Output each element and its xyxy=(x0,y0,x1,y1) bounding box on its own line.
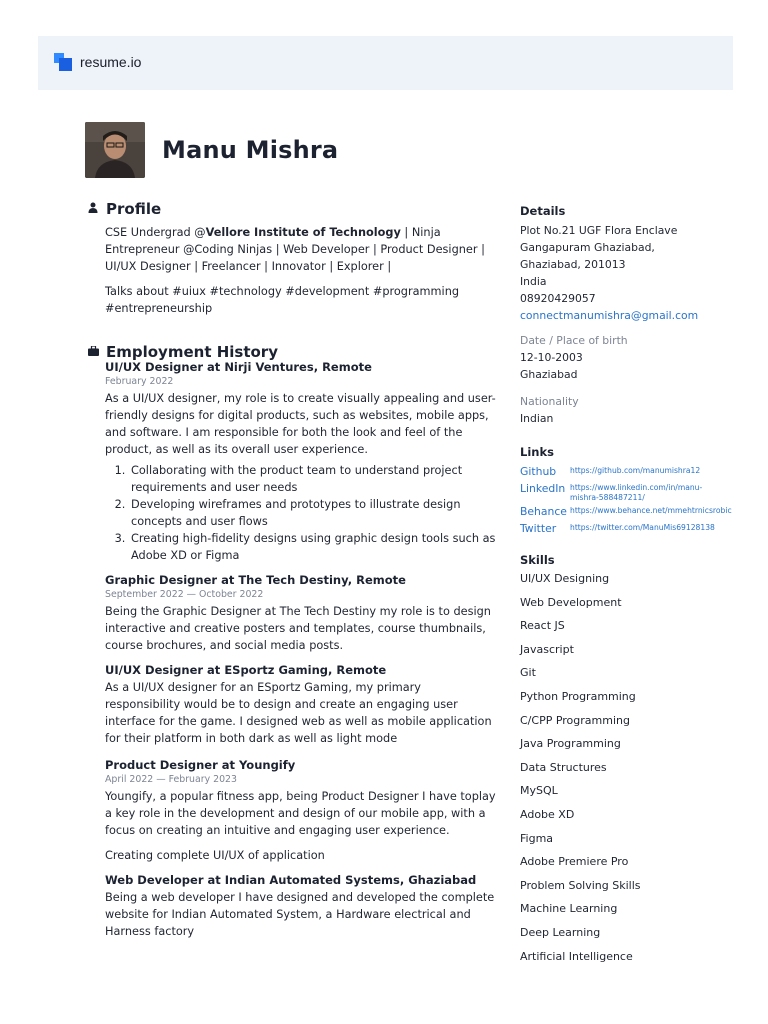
skill-item: Problem Solving Skills xyxy=(520,878,641,892)
skill-item: Data Structures xyxy=(520,760,607,774)
links-title: Links xyxy=(520,445,554,459)
skill-item: MySQL xyxy=(520,784,558,798)
profile-section-header xyxy=(86,200,496,218)
link-twitter[interactable] xyxy=(520,520,755,537)
email-link[interactable]: connectmanumishra@gmail.com xyxy=(520,309,699,322)
link-label[interactable]: Twitter xyxy=(520,522,557,535)
address-line: Gangapuram Ghaziabad, xyxy=(520,241,655,254)
job-description: As a UI/UX designer, my role is to create visually appealing and user-friendly designs for digital products, such as websites, mobile apps, and software. I am responsible for both the look and feel of the product, as well as its overall user experience. xyxy=(105,392,496,456)
skill-item: Java Programming xyxy=(520,737,621,751)
skill-item: Git xyxy=(520,666,536,680)
main-column xyxy=(86,200,496,948)
skill-item: Adobe Premiere Pro xyxy=(520,855,629,869)
address-line: Ghaziabad, 201013 xyxy=(520,258,626,271)
link-github[interactable] xyxy=(520,463,755,480)
skill-item: Artificial Intelligence xyxy=(520,949,633,963)
details-title: Details xyxy=(520,204,566,218)
links-list xyxy=(520,463,755,537)
link-url[interactable]: https://www.linkedin.com/in/manu-mishra-588487211/ xyxy=(570,483,703,502)
briefcase-icon xyxy=(86,346,100,359)
top-bar xyxy=(38,36,733,90)
link-behance[interactable] xyxy=(520,503,755,520)
profile-title: Profile xyxy=(106,200,162,218)
job-title: Product Designer at Youngify xyxy=(105,758,296,772)
skill-item: UI/UX Designing xyxy=(520,572,610,585)
skill-item: Javascript xyxy=(520,642,574,656)
link-url[interactable]: https://github.com/manumishra12 xyxy=(570,466,701,475)
profile-summary: CSE Undergrad @Vellore Institute of Technology | Ninja Entrepreneur @Coding Ninjas | Web Developer | Product Designer | UI/UX Designer | Freelancer | Innovator | Explorer | xyxy=(105,226,485,273)
phone-number: 08920429057 xyxy=(520,292,596,305)
job-description: Being the Graphic Designer at The Tech Destiny my role is to design interactive and creative posters and templates, course thumbnails, course brochures, and social media posts. xyxy=(105,605,491,652)
link-url[interactable]: https://www.behance.net/mmehtrnicsrobic xyxy=(570,506,732,515)
link-label[interactable]: Behance xyxy=(520,505,567,518)
skill-item: Figma xyxy=(520,831,554,845)
address-line: India xyxy=(520,275,547,288)
job-title: UI/UX Designer at Nirji Ventures, Remote xyxy=(105,360,372,374)
job-description: Youngify, a popular fitness app, being Product Designer I have toplay a key role in the development and design of our mobile app, with a focus on creating an intuitive and engaging user experience. xyxy=(105,790,496,837)
skill-item: C/CPP Programming xyxy=(520,713,630,727)
avatar xyxy=(85,122,145,178)
list-item: 1. Collaborating with the product team to understand project requirements and user needs xyxy=(129,462,496,496)
nationality-value: Indian xyxy=(520,412,554,425)
job-title: Graphic Designer at The Tech Destiny, Remote xyxy=(105,573,406,587)
skill-item: Deep Learning xyxy=(520,925,601,939)
resumeio-logo-icon xyxy=(54,53,72,71)
brand-name: resume.io xyxy=(80,54,142,70)
skill-item: Python Programming xyxy=(520,689,636,703)
skill-item: React JS xyxy=(520,619,565,633)
job-description: As a UI/UX designer for an ESportz Gaming, my primary responsibility would be to design and create an engaging user interface for the game. I designed web as well as mobile application for their platform in both dark as well as light mode xyxy=(105,681,492,745)
birthplace-value: Ghaziabad xyxy=(520,368,578,381)
skill-item: Web Development xyxy=(520,595,622,609)
nationality-label: Nationality xyxy=(520,395,579,408)
list-item: 3. Creating high-fidelity designs using graphic design tools such as Adobe XD or Figma xyxy=(129,530,496,564)
link-url[interactable]: https://twitter.com/ManuMis69128138 xyxy=(570,523,715,532)
sidebar-column xyxy=(520,204,755,968)
link-label[interactable]: LinkedIn xyxy=(520,482,566,495)
address-line: Plot No.21 UGF Flora Enclave xyxy=(520,224,678,237)
job-title: Web Developer at Indian Automated Systems, Ghaziabad xyxy=(105,873,477,887)
link-label[interactable]: Github xyxy=(520,465,557,478)
brand-logo[interactable] xyxy=(54,53,141,71)
job-date: April 2022 — February 2023 xyxy=(105,774,237,785)
person-icon xyxy=(86,202,100,216)
skills-title: Skills xyxy=(520,553,555,567)
job-title: UI/UX Designer at ESportz Gaming, Remote xyxy=(105,663,387,677)
employment-title: Employment History xyxy=(106,343,278,361)
person-name: Manu Mishra xyxy=(162,136,339,164)
skills-list xyxy=(520,567,755,968)
job-bullets xyxy=(129,462,496,564)
list-item: 2. Developing wireframes and prototypes to illustrate design concepts and user flows xyxy=(129,496,496,530)
skill-item: Machine Learning xyxy=(520,902,618,916)
dob-label: Date / Place of birth xyxy=(520,334,628,347)
skill-item: Adobe XD xyxy=(520,807,575,821)
job-description: Being a web developer I have designed and developed the complete website for Indian Automated System, a Hardware electrical and Harness factory xyxy=(105,891,495,938)
profile-hashtags: Talks about #uiux #technology #development #programming #entrepreneurship xyxy=(105,285,460,315)
job-date: September 2022 — October 2022 xyxy=(105,589,264,600)
link-linkedin[interactable] xyxy=(520,480,755,503)
dob-value: 12-10-2003 xyxy=(520,351,583,364)
job-date: February 2022 xyxy=(105,376,174,387)
job-description-extra: Creating complete UI/UX of application xyxy=(105,849,325,862)
